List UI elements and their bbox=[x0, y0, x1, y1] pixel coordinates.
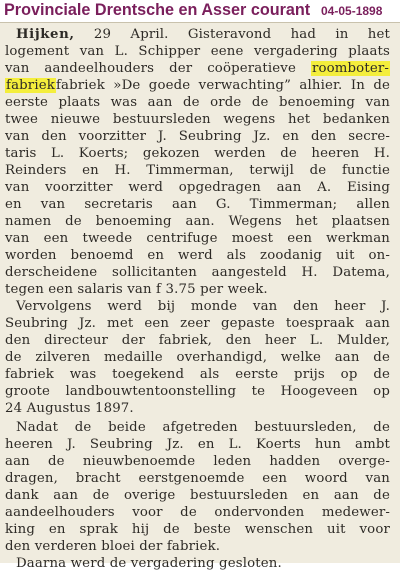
text-line: Hijken, 29 April. Gisteravond had in het bbox=[16, 27, 390, 42]
text-line: groote landbouwtentoonstelling te Hoogeveen op bbox=[5, 384, 390, 399]
text-line: king en sprak hij de beste wenschen uit voor bbox=[5, 522, 390, 537]
header-bar bbox=[0, 0, 400, 22]
newspaper-clipping bbox=[0, 22, 400, 571]
text-line: de zilveren medaille overhandigd, welke aan de bbox=[5, 350, 390, 365]
text-line: namen de benoeming aan. Wegens het plaatsen bbox=[5, 214, 390, 229]
text-line: 24 Augustus 1897. bbox=[5, 401, 134, 416]
text-line: en van secretaris aan G. Timmerman; allen bbox=[5, 197, 390, 212]
text-line: den verderen bloei der fabriek. bbox=[5, 539, 221, 554]
text-line: van aandeelhouders der coöperatieve roomboter- bbox=[5, 61, 389, 76]
text-line: logement van L. Schipper eene vergadering plaats bbox=[5, 44, 390, 59]
place-keyword: Hijken, bbox=[16, 27, 75, 42]
text-line: Reinders en H. Timmerman, terwijl de functie bbox=[5, 163, 390, 178]
text-line: aan de nieuwbenoemde leden hadden overge- bbox=[5, 454, 390, 469]
text-line: van voorzitter werd opgedragen aan A. Eising bbox=[5, 180, 390, 195]
newspaper-title: Provinciale Drentsche en Asser courant bbox=[4, 1, 311, 19]
text-line: fabriekfabriek »De goede verwachting” alhier. In de bbox=[6, 78, 390, 93]
text-line: fabriek was toegekend als eerste prijs op de bbox=[5, 367, 390, 382]
text-line: aandeelhouders voor de ondervonden medewer- bbox=[5, 505, 390, 520]
text-line: twee nieuwe bestuursleden wegens het bedanken bbox=[5, 112, 390, 127]
highlighted-term: fabriek bbox=[6, 78, 55, 93]
text-line: van den voorzitter J. Seubring Jz. en den secre- bbox=[5, 129, 390, 144]
text-line: derscheidene sollicitanten aangesteld H. Datema, bbox=[5, 265, 390, 280]
text-line: dragen, bracht eerstgenoemde een woord van bbox=[5, 471, 390, 486]
text-line: den directeur der fabriek, den heer L. Mulder, bbox=[5, 333, 390, 348]
highlighted-term: roomboter- bbox=[311, 61, 389, 76]
text-line: worden benoemd en werd als zoodanig uit on- bbox=[5, 248, 390, 263]
text-line: Seubring Jz. met een zeer gepaste toespraak aan bbox=[5, 316, 390, 331]
text-line: heeren J. Seubring Jz. en L. Koerts hun ambt bbox=[5, 437, 390, 452]
text-line: Daarna werd de vergadering gesloten. bbox=[16, 556, 282, 571]
publication-date: 04-05-1898 bbox=[321, 4, 383, 18]
text-line: Vervolgens werd bij monde van den heer J. bbox=[16, 299, 390, 314]
text-line: taris L. Koerts; gekozen werden de heeren H. bbox=[5, 146, 390, 161]
text-line: tegen een salaris van f 3.75 per week. bbox=[5, 282, 268, 297]
text-line: dank aan de overige bestuursleden en aan de bbox=[5, 488, 390, 503]
text-line: van een tweede centrifuge moest een werkman bbox=[5, 231, 390, 246]
text-line: eerste plaats was aan de orde de benoeming van bbox=[5, 95, 390, 110]
text-line: Nadat de beide afgetreden bestuursleden, de bbox=[16, 420, 390, 435]
